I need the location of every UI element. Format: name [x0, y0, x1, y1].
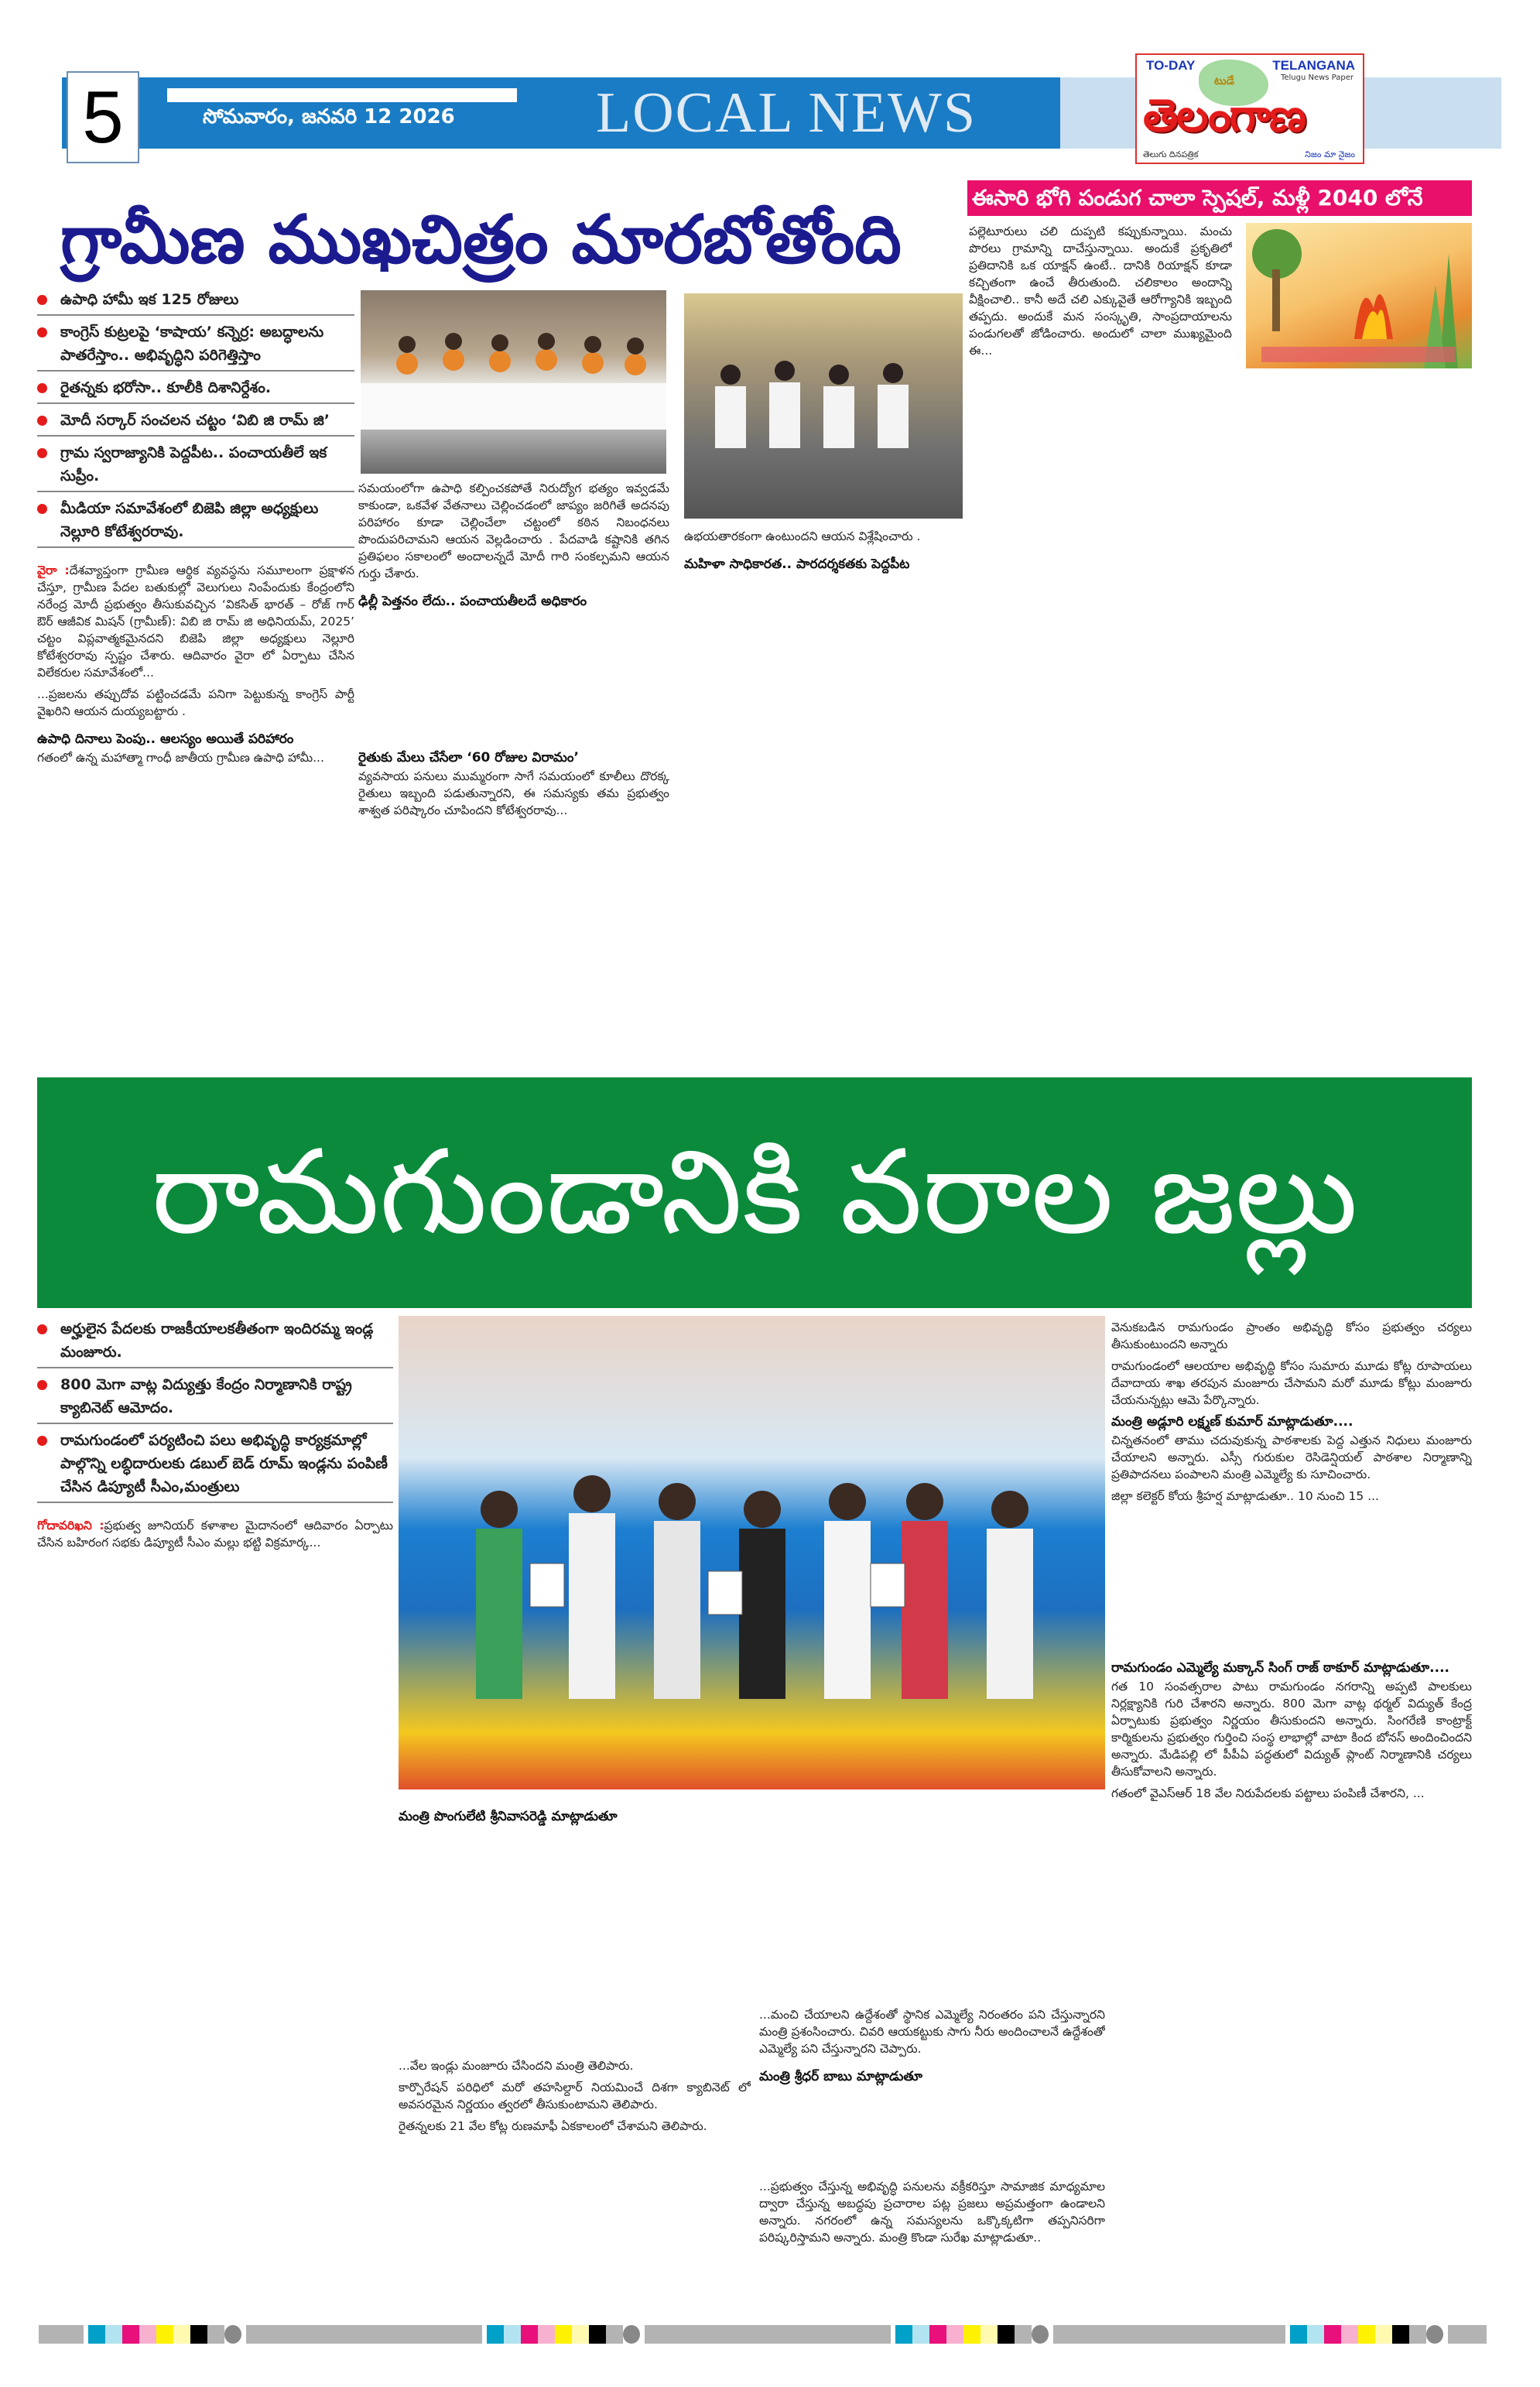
bhogi-banner [967, 180, 1472, 216]
body-text: పల్లెటూరులు చలి దుప్పటి కప్పుకున్నాయి. మంచు పొరలు గ్రామాన్ని దాచేస్తున్నాయి. అందుకే ప్రకృతిలో ప్రతిదానికి ఒక యాక్షన్ ఉంటే.. దానికి రియాక్షన్ కూడా కచ్చితంగా ఉంచే తీరుతుంది. చలికాలం అందాన్ని వీక్షించాలి.. కానీ అదే చలి ఎక్కువైతే ఆరోగ్యానికి ఇబ్బంది తప్పదు. అందుకే మన సంస్కృతి, సాంప్రదాయాలను పండుగలతో జోడించారు. అందులో చాలా ముఖ్యమైంది ఈ... [969, 224, 1232, 358]
logo-bottom-right: నిజం మా నైజం [1305, 149, 1355, 159]
section-title: LOCAL NEWS [596, 81, 977, 145]
body-text: కార్పొరేషన్ పరిధిలో మరో తహసిల్దార్ నియమించే దిశగా క్యాబినెట్ లో అవసరమైన నిర్ణయం త్వరలో తీసుకుంటామని తెలిపారు. [399, 2080, 751, 2111]
body-text: ...మంచి చేయాలని ఉద్దేశంతో స్థానిక ఎమ్మెల్యే నిరంతరం పని చేస్తున్నారని మంత్రి ప్రశంసించారు. చివరి ఆయకట్టుకు సాగు నీరు అందించాలనే ఉద్దేశంతో ఎమ్మెల్యే పని చేస్తున్నారని చెప్పారు. [759, 2008, 1105, 2056]
dateline: వైరా : [37, 563, 70, 577]
press-meet-photo-2 [684, 293, 963, 519]
body-text: వ్యవసాయ పనులు ముమ్మరంగా సాగే సమయంలో కూలీలు దొరక్క రైతులు ఇబ్బంది పడుతున్నారని, ఈ సమస్యకు తమ ప్రభుత్వం శాశ్వత పరిష్కారం చూపిందని కోటేశ్వరరావు... [358, 769, 669, 817]
body-text: వెనుకబడిన రామగుండం ప్రాంతం అభివృద్ధి కోసం ప్రభుత్వం చర్యలు తీసుకుంటుందని అన్నారు [1111, 1320, 1472, 1351]
press-meet-photo-1 [361, 290, 666, 474]
story1-column-2 [358, 480, 669, 1060]
logo-today: TO-DAY [1146, 58, 1196, 73]
story1-headline: గ్రామీణ ముఖచిత్రం మారబోతోంది [60, 201, 902, 279]
dateline: గోదావరిఖని : [37, 1519, 104, 1533]
subheading: రైతుకు మేలు చేసేలా ‘60 రోజుల విరామం’ [358, 750, 579, 765]
issue-date: సోమవారం, జనవరి 12 2026 [203, 105, 455, 128]
subheading: మంత్రి శ్రీధర్ బాబు మాట్లాడుతూ [759, 2069, 923, 2084]
bhogi-illustration [1246, 223, 1472, 368]
body-text: దేశవ్యాప్తంగా గ్రామీణ ఆర్థిక వ్యవస్థను సమూలంగా ప్రక్షాళన చేస్తూ, గ్రామీణ పేదల బతుకుల్లో వెలుగులు నింపేందుకు కేంద్రంలోని నరేంద్ర మోదీ ప్రభుత్వం తీసుకువచ్చిన ‘వికసిత్ భారత్ – రోజ్ గార్ ఔర్ ఆజీవిక మిషన్ (గ్రామీణ్): విబి జి రామ్ జి అధినియమ్, 2025’ చట్టం విప్లవాత్మకమైనదని బిజెపి జిల్లా అధ్యక్షులు నెల్లూరి కోటేశ్వరరావు స్పష్టం చేశారు. ఆదివారం వైరా లో ఏర్పాటు చేసిన విలేకరుల సమావేశంలో... [37, 563, 354, 680]
subheading: మంత్రి అడ్లూరి లక్ష్మణ్ కుమార్ మాట్లాడుతూ.... [1111, 1414, 1353, 1430]
highlight-item: అర్హులైన పేదలకు రాజకీయాలకతీతంగా ఇందిరమ్మ ఇండ్ల మంజూరు. [37, 1317, 393, 1368]
story1-left-stack [37, 288, 354, 1060]
body-text: ...ప్రభుత్వం చేస్తున్న అభివృద్ధి పనులను వక్రీకరిస్తూ సామాజిక మాధ్యమాల ద్వారా చేస్తున్న అబద్ధపు ప్రచారాల పట్ల ప్రజలు అప్రమత్తంగా ఉండాలని అన్నారు. నగరంలో ఉన్న సమస్యలను ఒక్కొక్కటిగా తప్పనిసరిగా పరిష్కరిస్తామని అన్నారు. మంత్రి కొండా సురేఖ మాట్లాడుతూ.. [759, 2180, 1105, 2245]
subheading: ఉపాధి దినాలు పెంపు.. ఆలస్యం అయితే పరిహారం [37, 731, 294, 747]
dignitaries-figures [399, 1316, 1105, 1789]
story1-column-3 [684, 528, 963, 1060]
highlight-item: కాంగ్రెస్ కుట్రలపై ‘కాషాయ’ కన్నెర్ర: అబద్ధాలను పాతరేస్తాం.. అభివృద్ధిని పరిగెత్తిస్తాం [37, 320, 354, 372]
bonfire-illustration [1246, 223, 1472, 368]
event-photo [399, 1316, 1105, 1789]
highlight-item: ఉపాధి హామీ ఇక 125 రోజులు [37, 288, 354, 316]
highlight-item: మీడియా సమావేశంలో బిజెపి జిల్లా అధ్యక్షులు నెల్లూరి కోటేశ్వరరావు. [37, 497, 354, 548]
body-text: రైతన్నలకు 21 వేల కోట్ల రుణమాఫీ ఏకకాలంలో చేశామని తెలిపారు. [399, 2119, 707, 2133]
story2-headline: రామగుండానికి వరాల జల్లు [151, 1125, 1358, 1260]
logo-telangana: TELANGANA [1272, 58, 1355, 73]
bhogi-headline: ఈసారి భోగి పండుగ చాలా స్పెషల్, మళ్లీ 2040 లోనే [972, 185, 1423, 211]
subheading: ఢిల్లీ పెత్తనం లేదు.. పంచాయతీలదే అధికారం [358, 594, 587, 609]
story1-column-1 [37, 562, 354, 771]
body-text: గతంలో ఉన్న మహాత్మా గాంధీ జాతీయ గ్రామీణ ఉపాధి హామీ... [37, 751, 324, 765]
print-registration-bars [39, 2325, 1517, 2344]
story2-column-1 [37, 1517, 393, 1556]
story2-highlights [37, 1317, 393, 1508]
highlight-item: 800 మెగా వాట్ల విద్యుత్తు కేంద్రం నిర్మాణానికి రాష్ట్ర క్యాబినెట్ ఆమోదం. [37, 1373, 393, 1424]
logo-small: టుడే [1214, 75, 1235, 87]
body-text: రామగుండంలో ఆలయాల అభివృద్ధి కోసం సుమారు మూడు కోట్ల రూపాయలు దేవాదాయ శాఖ తరపున మంజూరు చేసామని మరో మూడు కోట్లు మంజూరు చేయనున్నట్లు ఆమె పేర్కొన్నారు. [1111, 1359, 1472, 1407]
subheading: మహిళా సాధికారత.. పారదర్శకతకు పెద్దపీట [684, 557, 910, 572]
subheading: రామగుండం ఎమ్మెల్యే మక్కాన్ సింగ్ రాజ్ ఠాకూర్ మాట్లాడుతూ.... [1111, 1660, 1449, 1676]
logo-name: తెలంగాణ [1143, 89, 1305, 142]
story1-highlights [37, 288, 354, 553]
story2-left-stack [37, 1317, 393, 2300]
newspaper-logo [1135, 53, 1364, 164]
highlight-item: గ్రామ స్వరాజ్యానికి పెద్దపీట.. పంచాయతీలే ఇక సుప్రీం. [37, 441, 354, 492]
body-text: చిన్నతనంలో తాము చదువుకున్న పాఠశాలకు పెద్ద ఎత్తున నిధులు మంజూరు చేయాలని అన్నారు. ఎస్సీ గురుకుల రెసిడెన్షియల్ పాఠశాల నిర్మాణాన్ని ప్రతిపాదనలు పంపాలని మంత్రి ఎమ్మెల్యే కు సూచించారు. [1111, 1433, 1472, 1481]
story2-banner [37, 1077, 1472, 1308]
story2-column-4 [1111, 1319, 1472, 2300]
highlight-item: రామగుండంలో పర్యటించి పలు అభివృద్ధి కార్యక్రమాల్లో పాల్గొన్ని లబ్ధిదారులకు డబుల్ బెడ్ రూమ్ ఇండ్లను పంపిణీ చేసిన డిప్యూటీ సీఎం,మంత్రులు [37, 1429, 393, 1503]
body-text: సమయంలోగా ఉపాధి కల్పించకపోతే నిరుద్యోగ భత్యం ఇవ్వడమే కాకుండా, ఒకవేళ వేతనాలు చెల్లించడంలో జాప్యం జరిగితే అదనపు పరిహారం కూడా చెల్లించేలా చట్టంలో కఠిన నిబంధనలు పొందుపరిచామని ఆయన వెల్లడించారు . పేదవాడి కష్టానికి తగిన ప్రతిఫలం సకాలంలో అందాలన్నదే మోదీ గారి సంకల్పమని ఆయన గుర్తు చేశారు. [358, 481, 669, 580]
body-text: ప్రభుత్వ జూనియర్ కళాశాల మైదానంలో ఆదివారం ఏర్పాటు చేసిన బహిరంగ సభకు డిప్యూటీ సీఎం మల్లు భట్టి విక్రమార్క... [37, 1519, 393, 1550]
body-text: జిల్లా కలెక్టర్ కోయ శ్రీహర్ష మాట్లాడుతూ.. 10 నుంచి 15 ... [1111, 1489, 1379, 1503]
body-text: గత 10 సంవత్సరాల పాటు రామగుండం నగరాన్ని అప్పటి పాలకులు నిర్లక్ష్యానికి గురి చేశారని అన్నారు. 800 మెగా వాట్ల థర్మల్ విద్యుత్ కేంద్ర ఏర్పాటుకు ప్రభుత్వం నిర్ణయం తీసుకుందని అన్నారు. సింగరేణి కాంట్రాక్ట్ కార్మికులను ప్రభుత్వం గుర్తించి సంస్థ లాభాల్లో వాటా కింద బోనస్ అందించిందని అన్నారు. మేడిపల్లి లో పీపీఏ పద్ధతులో విద్యుత్ ప్లాంట్ నిర్మాణానికి చర్యలు తీసుకోవాలని అన్నారు. [1111, 1680, 1472, 1779]
logo-bottom-left: తెలుగు దినపత్రిక [1143, 149, 1199, 159]
subheading: మంత్రి పొంగులేటి శ్రీనివాసరెడ్డి మాట్లాడుతూ [399, 1809, 618, 1824]
page-number: 5 [67, 71, 139, 163]
audience-figures [684, 293, 963, 519]
bhogi-column-2 [1246, 378, 1472, 1060]
press-meet-figures [361, 290, 666, 474]
logo-tagline: Telugu News Paper [1280, 74, 1353, 82]
highlight-item: మోదీ సర్కార్ సంచలన చట్టం ‘విబి జి రామ్ జి’ [37, 409, 354, 437]
bhogi-column-1 [969, 223, 1232, 1060]
story2-column-3 [759, 1797, 1105, 2300]
date-strip [167, 88, 517, 102]
story2-column-2 [399, 1797, 751, 2300]
highlight-item: రైతన్నకు భరోసా.. కూలీకి దిశానిర్దేశం. [37, 376, 354, 404]
body-text: గతంలో వైఎస్ఆర్ 18 వేల నిరుపేదలకు పట్టాలు పంపిణీ చేశారని, ... [1111, 1786, 1425, 1800]
story1-headline-box [60, 197, 958, 283]
body-text: ...వేల ఇండ్లు మంజూరు చేసిందని మంత్రి తెలిపారు. [399, 2059, 634, 2073]
body-text: ...ప్రజలను తప్పుదోవ పట్టించడమే పనిగా పెట్టుకున్న కాంగ్రెస్ పార్టీ వైఖరిని ఆయన దుయ్యబట్టారు . [37, 687, 354, 718]
body-text: ఉభయతారకంగా ఉంటుందని ఆయన విశ్లేషించారు . [684, 529, 921, 543]
